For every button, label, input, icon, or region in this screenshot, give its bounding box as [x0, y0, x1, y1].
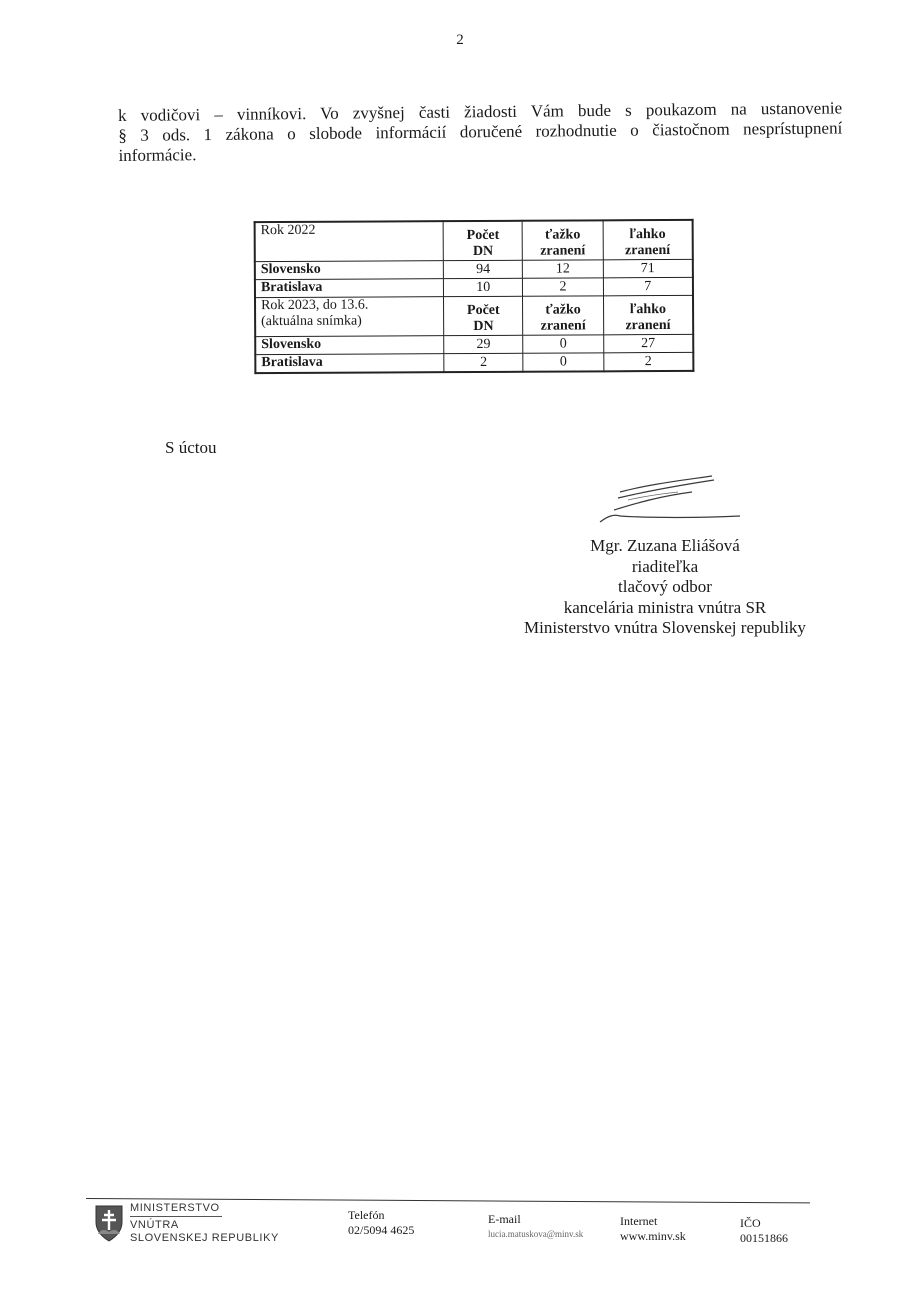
handwritten-signature	[590, 470, 740, 530]
signatory-name: Mgr. Zuzana Eliášová	[590, 536, 740, 555]
header-lahko-zraneni: ľahko zranení	[603, 220, 693, 260]
region-cell: Slovensko	[255, 261, 444, 280]
internet-value: www.minv.sk	[620, 1229, 686, 1243]
coat-of-arms-icon	[94, 1204, 124, 1242]
dn-cell: 94	[444, 260, 523, 278]
dn-cell: 2	[444, 353, 523, 372]
phone-label: Telefón	[348, 1208, 385, 1222]
footer-phone	[348, 1208, 414, 1238]
footer-email	[488, 1212, 583, 1242]
tazko-cell: 2	[523, 278, 603, 296]
accident-statistics-table	[254, 219, 695, 374]
ico-label: IČO	[740, 1216, 761, 1230]
footer-internet	[620, 1214, 686, 1244]
tazko-cell: 0	[523, 335, 603, 353]
ministry-line-1: MINISTERSTVO	[130, 1202, 222, 1217]
table-row	[255, 259, 693, 279]
lahko-cell: 71	[603, 259, 693, 277]
year-label-2023: Rok 2023, do 13.6. (aktuálna snímka)	[255, 297, 444, 337]
dn-cell: 29	[444, 335, 523, 353]
header-pocet-dn: Počet DN	[443, 221, 522, 261]
table-row	[255, 277, 693, 297]
table-header-row-2022	[255, 220, 693, 262]
header-tazko-zraneni: ťažko zranení	[522, 220, 603, 260]
email-value: lucia.matuskova@minv.sk	[488, 1229, 584, 1239]
lahko-cell: 2	[603, 352, 693, 371]
email-label: E-mail	[488, 1212, 521, 1226]
lahko-cell: 7	[603, 277, 693, 295]
header-tazko-zraneni: ťažko zranení	[523, 296, 604, 335]
region-cell: Slovensko	[255, 336, 444, 355]
table-row	[255, 352, 693, 373]
lahko-cell: 27	[603, 334, 693, 352]
tazko-cell: 12	[523, 260, 603, 278]
table-header-row-2023	[255, 295, 693, 336]
body-line-3: informácie.	[118, 145, 197, 165]
header-pocet-dn: Počet DN	[444, 296, 523, 335]
tazko-cell: 0	[523, 353, 603, 372]
ministry-line-2: VNÚTRA	[130, 1219, 179, 1231]
signatory-block	[480, 536, 850, 639]
body-line-2: § 3 ods. 1 zákona o slobode informácií doručené rozhodnutie o čiastočnom nesprístupnení	[118, 118, 843, 145]
internet-label: Internet	[620, 1214, 658, 1228]
ministry-line-3: SLOVENSKEJ REPUBLIKY	[130, 1232, 279, 1244]
ico-value: 00151866	[740, 1231, 788, 1245]
page-number: 2	[456, 32, 464, 48]
signatory-title: riaditeľka	[631, 556, 699, 576]
footer-ico	[740, 1216, 788, 1246]
phone-value: 02/5094 4625	[348, 1223, 415, 1237]
body-paragraph	[118, 98, 843, 166]
closing-salutation: S úctou	[165, 438, 217, 457]
letterhead-footer	[86, 1200, 816, 1260]
signatory-office: kancelária ministra vnútra SR	[563, 597, 767, 617]
region-cell: Bratislava	[255, 354, 444, 373]
signatory-department: tlačový odbor	[618, 577, 712, 596]
header-lahko-zraneni: ľahko zranení	[603, 295, 693, 334]
body-line-1: k vodičovi – vinníkovi. Vo zvyšnej časti žiadosti Vám bude s poukazom na ustanovenie	[118, 98, 843, 125]
signatory-ministry: Ministerstvo vnútra Slovenskej republiky	[524, 618, 806, 637]
year-label-2022: Rok 2022	[255, 221, 444, 261]
region-cell: Bratislava	[255, 279, 444, 298]
ministry-logotype	[130, 1202, 279, 1245]
dn-cell: 10	[444, 278, 523, 296]
table-row	[255, 334, 693, 354]
